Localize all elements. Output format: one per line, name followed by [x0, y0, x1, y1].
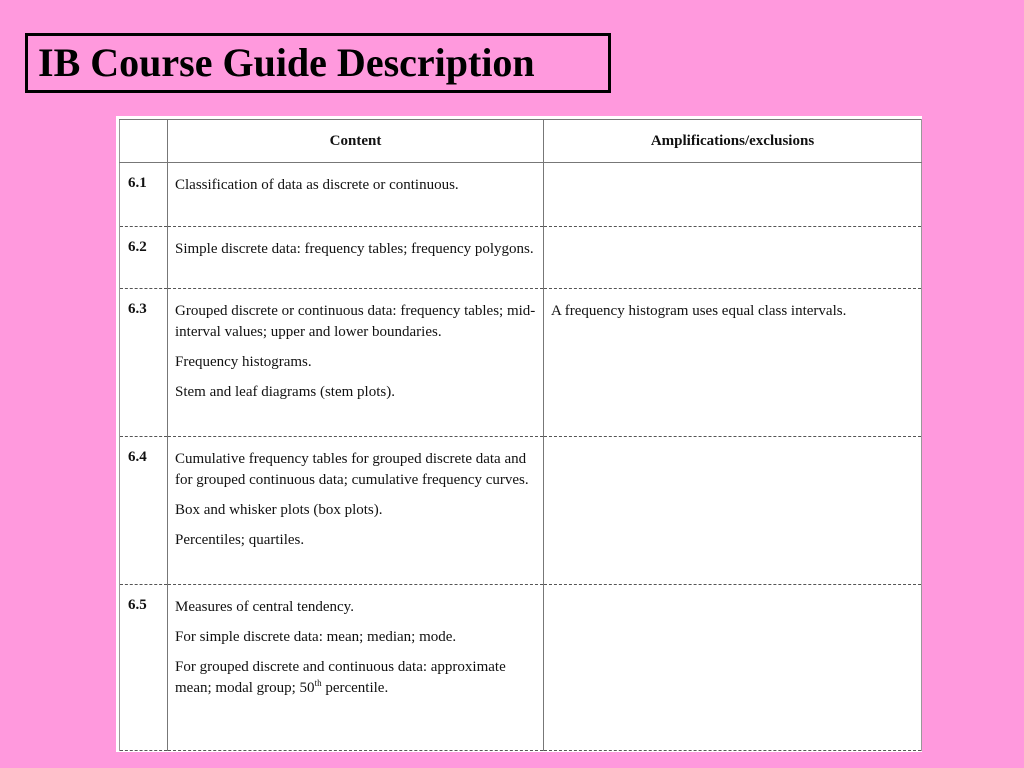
- content-paragraph: Percentiles; quartiles.: [175, 532, 305, 548]
- topic-content: [168, 585, 544, 751]
- topic-number: 6.2: [120, 227, 168, 289]
- slide-title-box: [25, 33, 611, 93]
- table-row: [120, 227, 922, 289]
- topic-number: 6.1: [120, 163, 168, 227]
- topic-content: [168, 227, 544, 289]
- topic-amplifications: [544, 289, 922, 437]
- table-row: [120, 163, 922, 227]
- header-content: Content: [168, 120, 544, 163]
- topic-content: [168, 289, 544, 437]
- topic-number: 6.3: [120, 289, 168, 437]
- course-guide-document: [116, 116, 922, 752]
- content-paragraph: Grouped discrete or continuous data: frequency tables; mid-interval values; upper and lower boundaries.: [175, 303, 536, 340]
- content-paragraph: Frequency histograms.: [175, 354, 312, 370]
- topic-amplifications: [544, 437, 922, 585]
- table-row: [120, 585, 922, 751]
- content-text: For grouped discrete and continuous data: approximate mean; modal group; 50: [175, 659, 506, 696]
- content-text-suffix: percentile.: [321, 680, 389, 696]
- syllabus-table: [119, 119, 922, 751]
- header-amplifications: Amplifications/exclusions: [544, 120, 922, 163]
- content-paragraph: Cumulative frequency tables for grouped discrete data and for grouped continuous data; cumulative frequency curves.: [175, 451, 529, 488]
- topic-amplifications: [544, 227, 922, 289]
- content-paragraph: [175, 657, 537, 699]
- table-header-row: [120, 120, 922, 163]
- ordinal-superscript: th: [314, 678, 322, 688]
- topic-number: 6.4: [120, 437, 168, 585]
- topic-amplifications: [544, 163, 922, 227]
- topic-content: [168, 163, 544, 227]
- content-paragraph: Measures of central tendency.: [175, 599, 354, 615]
- header-number: [120, 120, 168, 163]
- table-row: [120, 289, 922, 437]
- content-paragraph: Box and whisker plots (box plots).: [175, 502, 383, 518]
- content-paragraph: For simple discrete data: mean; median; mode.: [175, 629, 457, 645]
- content-paragraph: Classification of data as discrete or continuous.: [175, 177, 459, 193]
- amplification-paragraph: A frequency histogram uses equal class intervals.: [551, 303, 847, 319]
- content-paragraph: Stem and leaf diagrams (stem plots).: [175, 384, 395, 400]
- topic-number: 6.5: [120, 585, 168, 751]
- slide-title: IB Course Guide Description: [38, 40, 535, 85]
- table-row: [120, 437, 922, 585]
- topic-content: [168, 437, 544, 585]
- topic-amplifications: [544, 585, 922, 751]
- content-paragraph: Simple discrete data: frequency tables; frequency polygons.: [175, 241, 534, 257]
